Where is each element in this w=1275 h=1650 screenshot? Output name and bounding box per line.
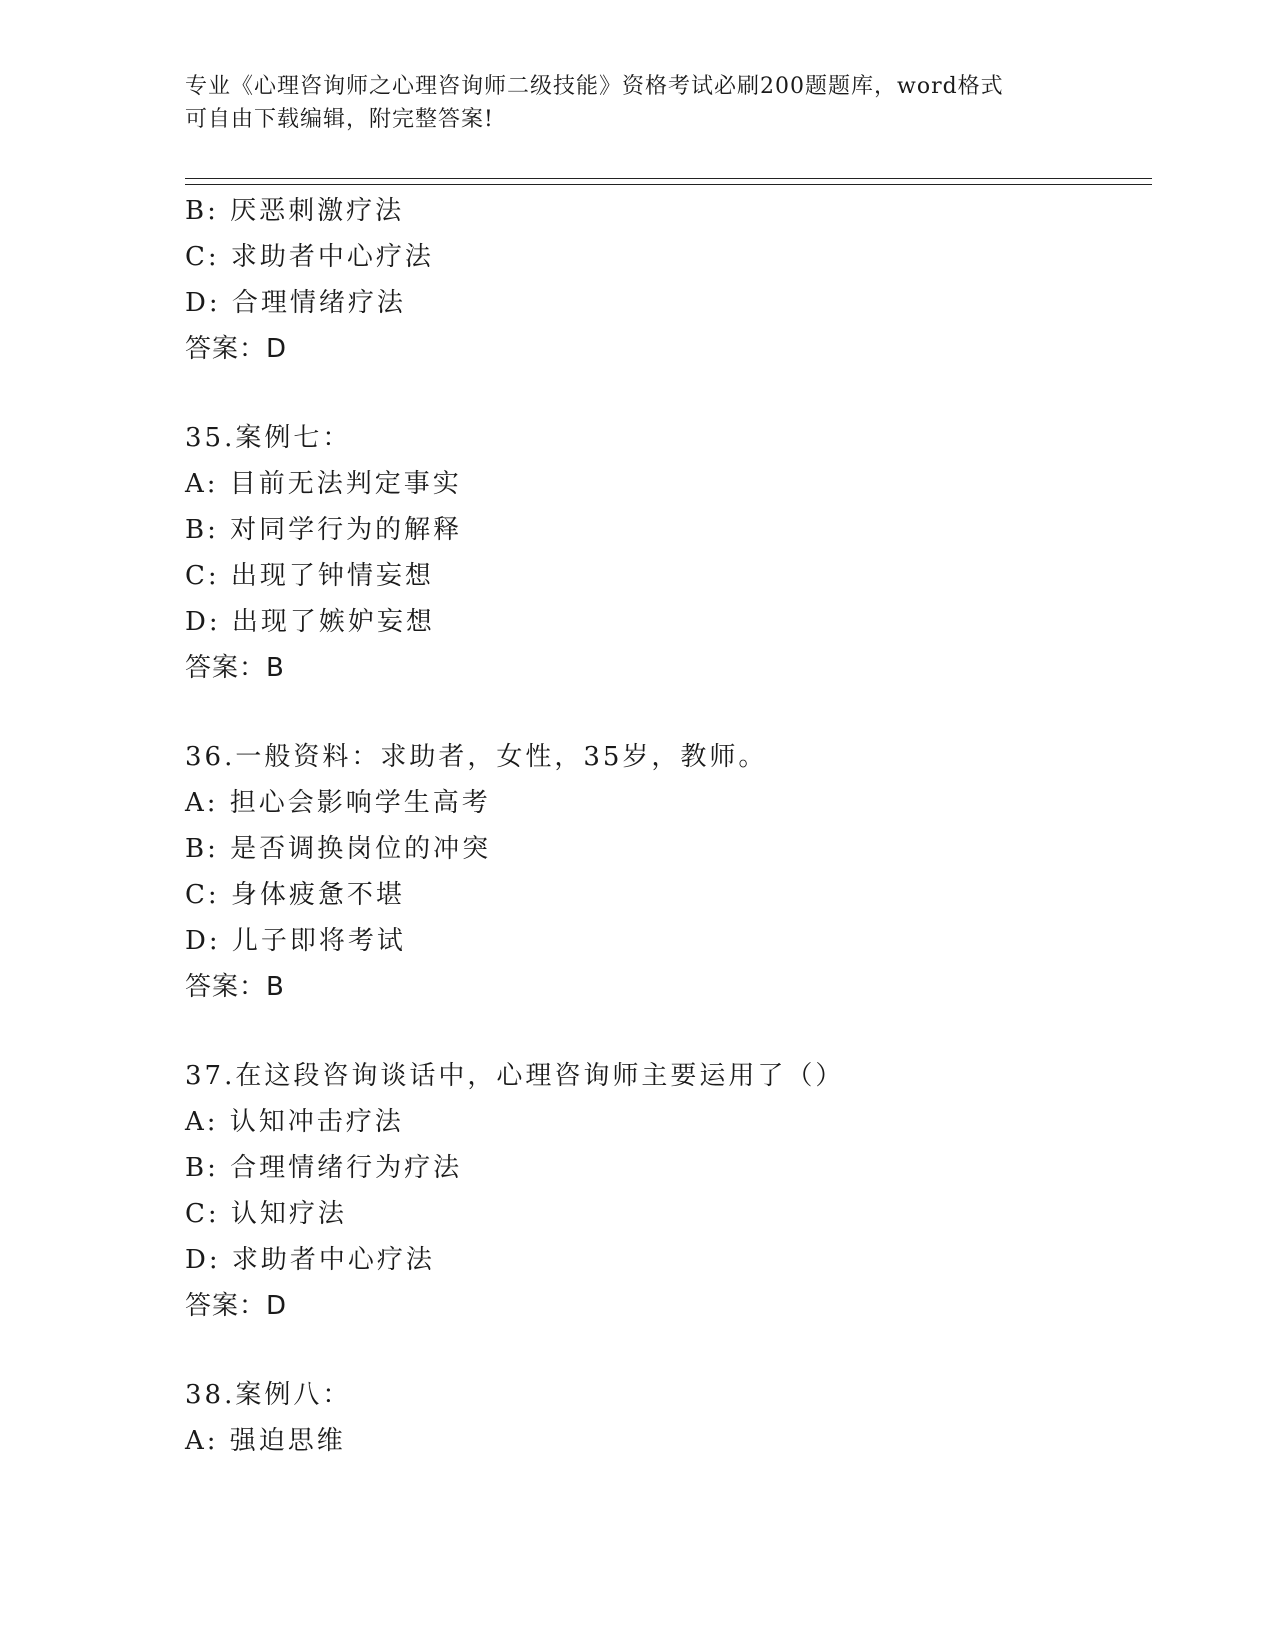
option-b: B: 对同学行为的解释 [185,515,463,545]
option-c: C: 出现了钟情妄想 [185,561,434,591]
option-a: A: 担心会影响学生高考 [185,788,491,818]
option-b: B: 厌恶刺激疗法 [185,196,405,226]
option-a: A: 认知冲击疗法 [185,1107,404,1137]
question-stem: 37.在这段咨询谈话中，心理咨询师主要运用了（） [185,1061,845,1091]
option-a: A: 目前无法判定事实 [185,469,462,499]
answer-line: 答案：D [185,1291,288,1321]
question-37 [185,1053,1135,1329]
spacer [185,691,1135,734]
option-d: D: 合理情绪疗法 [185,288,406,318]
option-b: B: 是否调换岗位的冲突 [185,834,492,864]
option-c: C: 求助者中心疗法 [185,242,434,272]
question-35 [185,415,1135,691]
question-stem: 38.案例八： [185,1380,352,1410]
question-38 [185,1372,1135,1464]
header-divider-bottom [185,184,1152,185]
spacer [185,372,1135,415]
document-header [185,70,1085,136]
option-b: B: 合理情绪行为疗法 [185,1153,463,1183]
option-c: C: 认知疗法 [185,1199,347,1229]
header-title-line-1: 专业《心理咨询师之心理咨询师二级技能》资格考试必刷200题题库，word格式 [185,74,1004,99]
answer-line: 答案：D [185,334,288,364]
option-d: D: 儿子即将考试 [185,926,406,956]
option-d: D: 求助者中心疗法 [185,1245,435,1275]
question-list [185,188,1135,1464]
answer-line: 答案：B [185,972,285,1002]
answer-line: 答案：B [185,653,285,683]
spacer [185,1329,1135,1372]
option-a: A: 强迫思维 [185,1426,346,1456]
continued-question [185,188,1135,372]
option-d: D: 出现了嫉妒妄想 [185,607,435,637]
question-36 [185,734,1135,1010]
header-divider-top [185,178,1152,179]
spacer [185,1010,1135,1053]
option-c: C: 身体疲惫不堪 [185,880,405,910]
question-stem: 36.一般资料：求助者，女性，35岁，教师。 [185,742,768,772]
question-stem: 35.案例七： [185,423,352,453]
header-title-line-2: 可自由下载编辑，附完整答案! [185,107,494,132]
